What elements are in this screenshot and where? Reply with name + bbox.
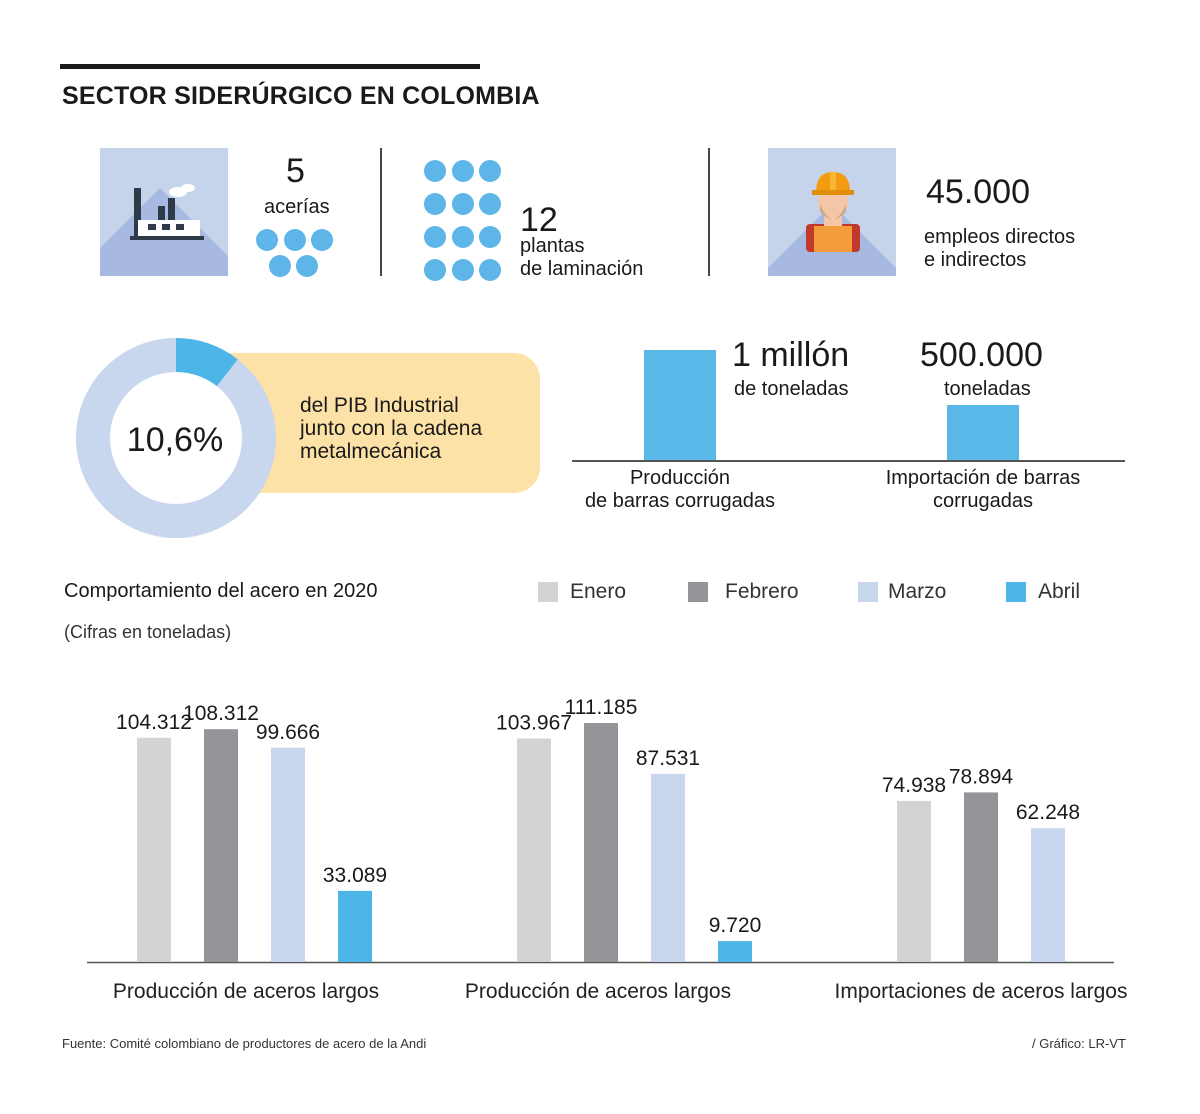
category-label-1: Producción de aceros largos [112,980,380,1003]
pib-text-2: junto con la cadena [300,417,483,440]
plantas-value: 12 [520,201,558,239]
legend-label-marzo: Marzo [888,580,947,603]
pib-text-3: metalmecánica [300,440,442,463]
category-label-3: Importaciones de aceros largos [834,980,1128,1003]
page-title: SECTOR SIDERÚRGICO EN COLOMBIA [62,82,540,110]
data-label-abril-1: 33.089 [322,863,388,887]
category-label-2: Producción de aceros largos [464,980,732,1003]
produccion-barras-label-1: Producción [629,467,731,489]
bar-enero-1 [137,738,171,962]
bar-marzo-1 [271,748,305,962]
acerias-label: acerías [264,196,330,218]
pib-text-1: del PIB Industrial [300,394,459,417]
source-note: Fuente: Comité colombiano de productores de acero de la Andi [62,1036,427,1051]
bar-enero-2 [517,739,551,962]
importacion-barras-unit: toneladas [944,378,1031,400]
produccion-barras-label-2: de barras corrugadas [584,490,776,512]
bar-abril-1 [338,891,372,962]
data-label-marzo-1: 99.666 [255,720,321,744]
produccion-barras-unit: de toneladas [734,378,849,400]
data-label-abril-2: 9.720 [708,914,762,938]
data-label-marzo-3: 62.248 [1015,801,1081,825]
bar-febrero-3 [964,792,998,962]
data-label-enero-3: 74.938 [881,773,947,797]
bar-abril-2 [718,941,752,962]
data-label-enero-1: 104.312 [116,710,192,734]
plantas-label-1: plantas [520,235,585,257]
importacion-barras-label-2: corrugadas [932,490,1034,512]
data-label-febrero-3: 78.894 [948,765,1014,789]
data-label-enero-2: 103.967 [496,711,572,735]
empleos-label-2: e indirectos [924,249,1027,271]
plantas-label-2: de laminación [520,258,644,280]
data-label-febrero-1: 108.312 [183,702,259,726]
bar-febrero-1 [204,729,238,962]
chart-title: Comportamiento del acero en 2020 [64,580,378,602]
bar-febrero-2 [584,723,618,962]
data-label-febrero-2: 111.185 [564,696,638,719]
importacion-barras-value: 500.000 [920,336,1043,374]
chart-subtitle: (Cifras en toneladas) [64,622,232,642]
bar-enero-3 [897,801,931,962]
data-label-marzo-2: 87.531 [635,746,701,770]
produccion-barras-value: 1 millón [732,336,850,374]
bar-marzo-3 [1031,828,1065,962]
bar-marzo-2 [651,774,685,962]
importacion-barras-label-1: Importación de barras [885,467,1081,489]
graphic-credit: / Gráfico: LR-VT [1032,1036,1126,1051]
pib-value: 10,6% [126,421,224,459]
legend-label-febrero: Febrero [725,580,799,603]
empleos-label-1: empleos directos [924,226,1076,248]
empleos-value: 45.000 [926,173,1030,211]
legend-label-enero: Enero [570,580,627,603]
acerias-value: 5 [286,152,305,190]
legend-label-abril: Abril [1038,580,1081,603]
